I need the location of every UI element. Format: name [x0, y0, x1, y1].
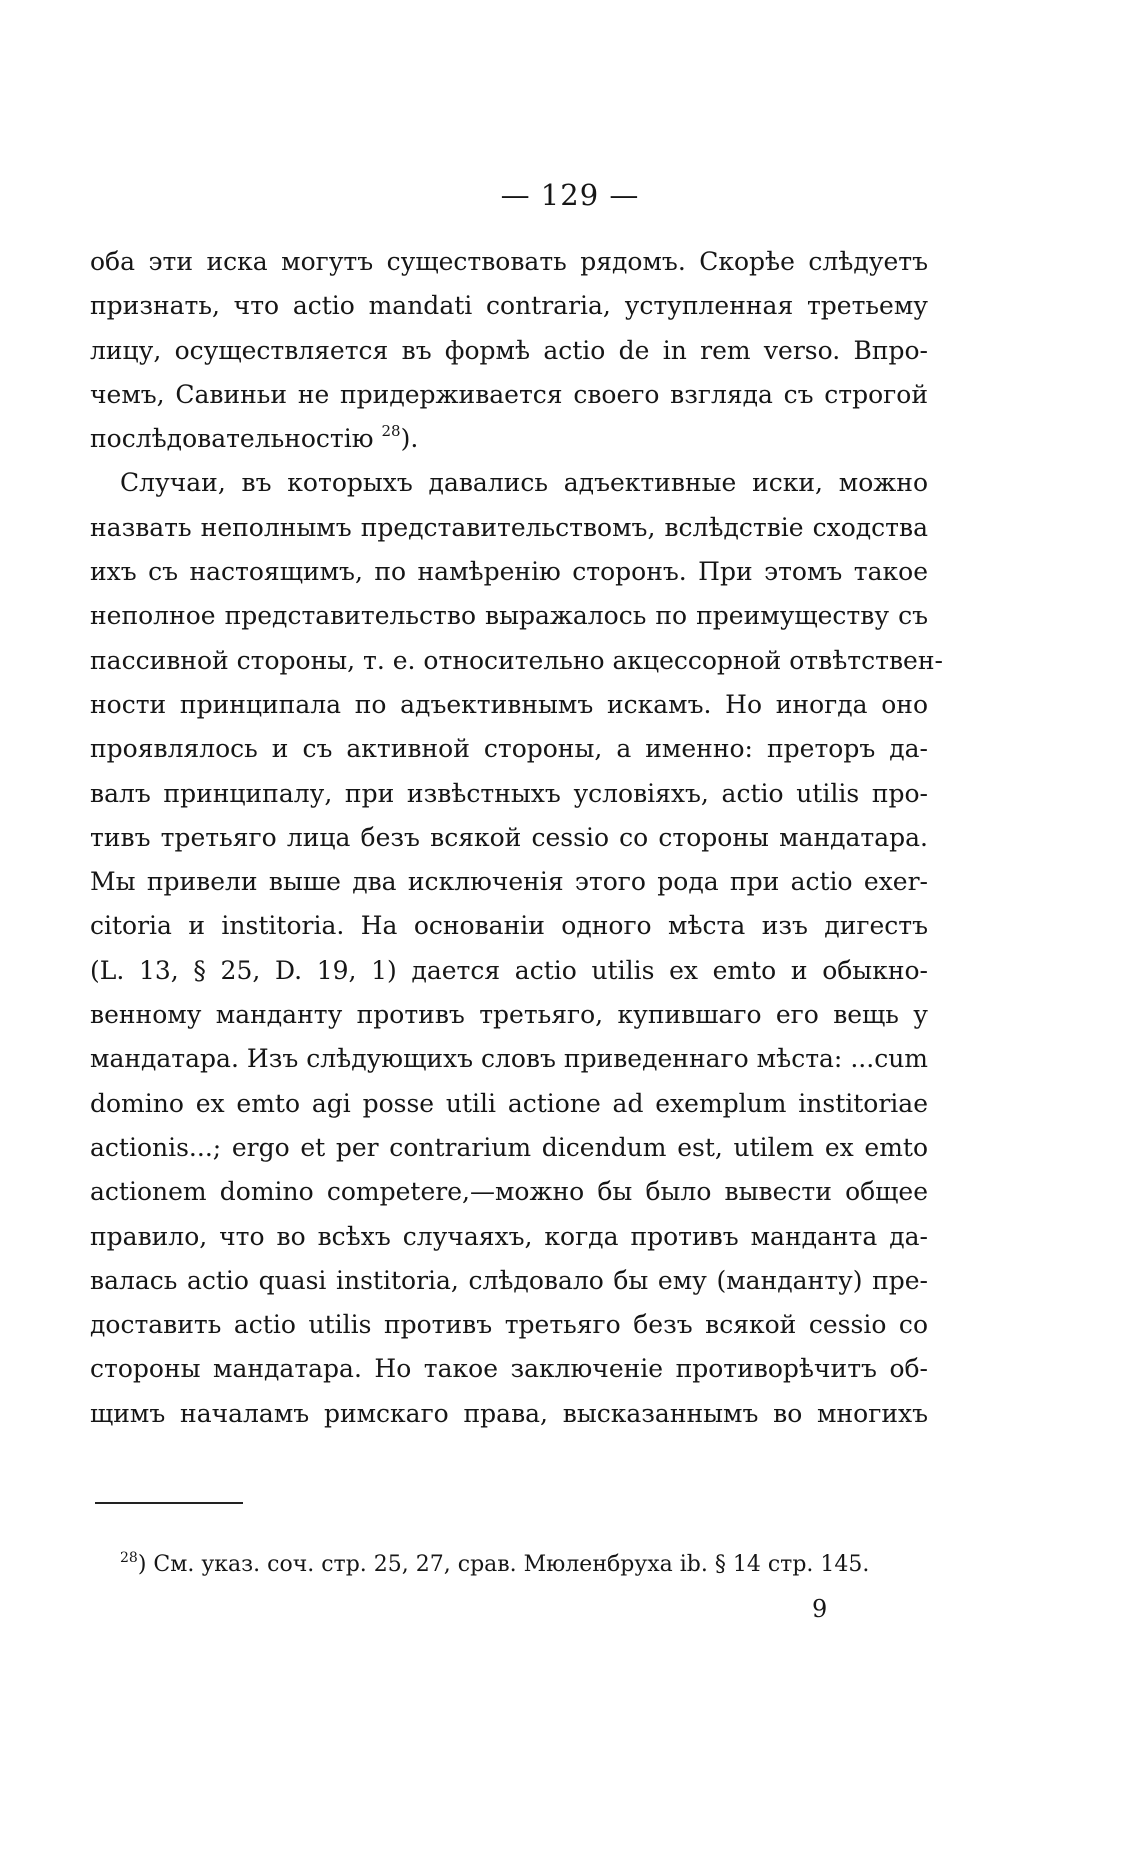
main-text: [90, 240, 943, 1436]
footnote: [120, 1552, 869, 1577]
text-line: тивъ третьяго лица безъ всякой cessio со стороны мандатара.: [90, 822, 928, 852]
text-line: citoria и institoria. На основаніи одного мѣста изъ дигестъ: [90, 911, 928, 941]
text-line: валась actio quasi institoria, слѣдовало бы ему (манданту) пре-: [90, 1265, 928, 1295]
text-line-content: послѣдовательностію: [90, 424, 374, 454]
footnote-marker: 28: [120, 1550, 138, 1566]
text-line: стороны мандатара. Но такое заключеніе противорѣчитъ об-: [90, 1354, 928, 1384]
text-line: щимъ началамъ римскаго права, высказаннымъ во многихъ: [90, 1398, 928, 1428]
text-line: доставить actio utilis противъ третьяго безъ всякой cessio со: [90, 1310, 928, 1340]
text-line: венному манданту противъ третьяго, купившаго его вещь у: [90, 1000, 928, 1030]
text-line: правило, что во всѣхъ случаяхъ, когда противъ манданта да-: [90, 1221, 928, 1251]
text-line: мандатара. Изъ слѣдующихъ словъ приведеннаго мѣста: ...cum: [90, 1044, 928, 1074]
text-line-end: ).: [400, 424, 419, 454]
text-line: оба эти иска могутъ существовать рядомъ. Скорѣе слѣдуетъ: [90, 247, 928, 276]
printer-signature-mark: 9: [812, 1595, 828, 1623]
text-line: Мы привели выше два исключенія этого рода при actio exer-: [90, 867, 928, 897]
page-number: — 129 —: [500, 178, 640, 212]
text-line: пассивной стороны, т. е. относительно акцессорной отвѣтствен-: [90, 645, 943, 675]
text-line: ихъ съ настоящимъ, по намѣренію сторонъ. При этомъ такое: [90, 557, 928, 587]
text-line: лицу, осуществляется въ формѣ actio de in rem verso. Впро-: [90, 335, 928, 365]
footnote-text: ) См. указ. соч. стр. 25, 27, срав. Мюленбруха ib. § 14 стр. 145.: [137, 1552, 870, 1577]
text-line: неполное представительство выражалось по преимуществу съ: [90, 601, 928, 631]
text-line: чемъ, Савиньи не придерживается своего взгляда съ строгой: [90, 379, 928, 409]
footnote-divider: [95, 1502, 243, 1504]
text-line: (L. 13, § 25, D. 19, 1) дается actio utilis ex emto и обыкно-: [90, 955, 928, 985]
text-line: валъ принципалу, при извѣстныхъ условіяхъ, actio utilis про-: [90, 778, 928, 808]
text-line-final: [90, 417, 928, 461]
footnote-reference: 28: [381, 422, 401, 441]
text-line: actionis...; ergo et per contrarium dicendum est, utilem ex emto: [90, 1132, 928, 1162]
text-line: Случаи, въ которыхъ давались адъективные иски, можно: [120, 468, 928, 498]
text-line: проявлялось и съ активной стороны, а именно: преторъ да-: [90, 734, 928, 764]
text-line: назвать неполнымъ представительствомъ, вслѣдствіе сходства: [90, 512, 928, 542]
text-line: actionem domino competere,—можно бы было вывести общее: [90, 1177, 928, 1207]
text-line: domino ex emto agi posse utili actione ad exemplum institoriae: [90, 1088, 928, 1118]
text-line: ности принципала по адъективнымъ искамъ. Но иногда оно: [90, 689, 928, 719]
text-line: признать, что actio mandati contraria, уступленная третьему: [90, 291, 928, 321]
